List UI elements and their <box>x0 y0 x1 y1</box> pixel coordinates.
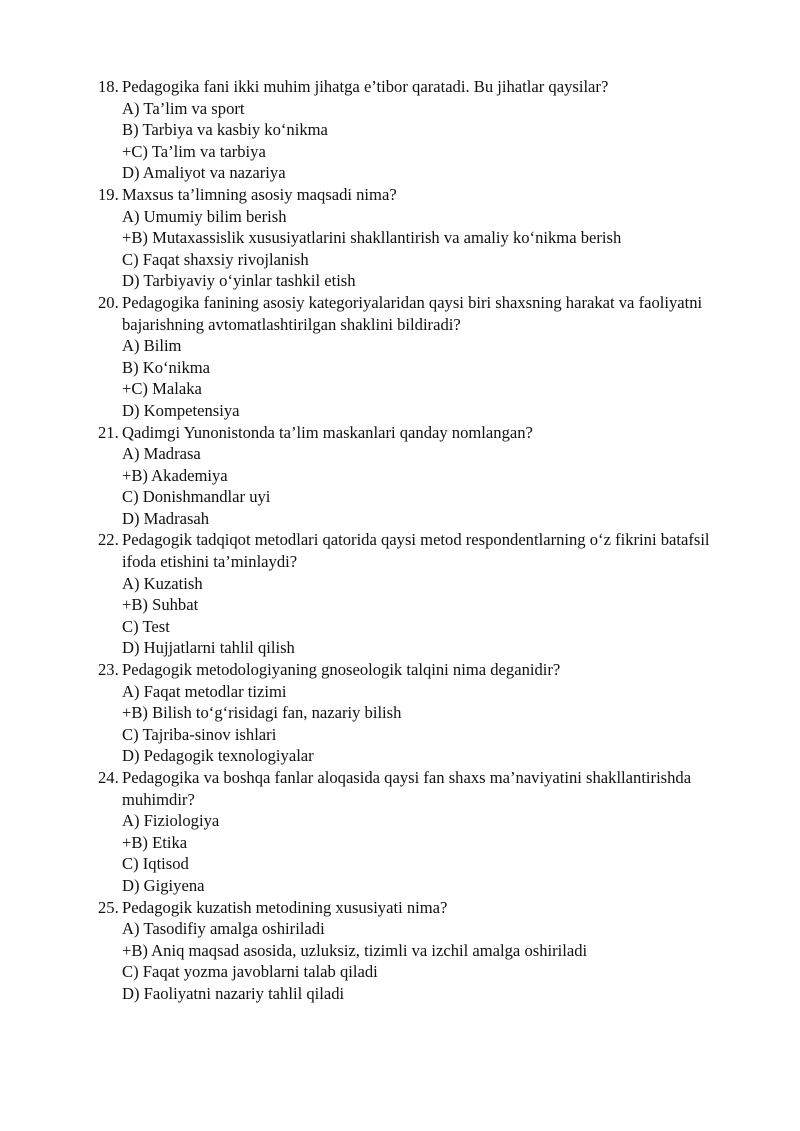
question-number: 19. <box>98 184 119 204</box>
question-25 <box>0 897 800 1005</box>
question-text: Pedagogika fani ikki muhim jihatga e’tibor qaratadi. Bu jihatlar qaysilar? <box>122 77 609 96</box>
answer-option: A) Madrasa <box>122 444 201 464</box>
question-text: Pedagogik metodologiyaning gnoseologik talqini nima deganidir? <box>122 660 561 680</box>
answer-option-correct: +B) Etika <box>122 832 188 852</box>
question-text: Qadimgi Yunonistonda ta’lim maskanlari qanday nomlangan? <box>122 422 533 442</box>
question-stem <box>0 184 800 206</box>
question-22 <box>0 529 800 659</box>
answer-option-correct: +B) Suhbat <box>122 595 199 615</box>
question-stem <box>0 76 800 98</box>
question-19 <box>0 184 800 292</box>
question-stem <box>0 767 800 810</box>
answer-option: A) Tasodifiy amalga oshiriladi <box>122 919 325 939</box>
question-21 <box>0 422 800 530</box>
question-text: Pedagogika fanining asosiy kategoriyalaridan qaysi biri shaxsning harakat va faoliyatni bajarishning avtomatlashtirilgan shaklini bildiradi? <box>122 292 703 334</box>
answer-option: A) Fiziologiya <box>122 811 220 831</box>
answer-option: A) Faqat metodlar tizimi <box>122 681 287 701</box>
answer-option: C) Faqat shaxsiy rivojlanish <box>122 249 309 269</box>
question-stem <box>0 659 800 681</box>
answer-option: D) Madrasah <box>122 508 210 528</box>
question-stem <box>0 897 800 919</box>
answer-option: D) Pedagogik texnologiyalar <box>122 746 314 766</box>
answer-option: C) Tajriba-sinov ishlari <box>122 724 277 744</box>
answer-option: B) Ko‘nikma <box>122 357 211 377</box>
question-number: 21. <box>98 422 119 442</box>
question-number: 25. <box>98 897 119 917</box>
question-20 <box>0 292 800 422</box>
question-23 <box>0 659 800 767</box>
answer-option: A) Ta’lim va sport <box>122 98 245 118</box>
answer-option-correct: +C) Ta’lim va tarbiya <box>122 141 266 161</box>
question-number: 22. <box>98 530 119 550</box>
answer-option: C) Donishmandlar uyi <box>122 487 271 507</box>
question-stem <box>0 422 800 444</box>
question-text: Pedagogik kuzatish metodining xususiyati nima? <box>122 897 448 917</box>
question-number: 23. <box>98 660 119 680</box>
answer-option: A) Umumiy bilim berish <box>122 206 287 226</box>
answer-option: D) Kompetensiya <box>122 400 240 420</box>
question-stem <box>0 292 800 335</box>
answer-option: D) Tarbiyaviy o‘yinlar tashkil etish <box>122 271 356 291</box>
question-18 <box>0 76 800 184</box>
question-number: 20. <box>98 292 119 312</box>
question-number: 24. <box>98 768 119 787</box>
answer-option-correct: +B) Akademiya <box>122 465 228 485</box>
answer-option: D) Faoliyatni nazariy tahlil qiladi <box>122 983 345 1003</box>
answer-option: C) Faqat yozma javoblarni talab qiladi <box>122 962 378 982</box>
answer-option-correct: +B) Bilish to‘g‘risidagi fan, nazariy bilish <box>122 703 402 723</box>
answer-option-correct: +B) Aniq maqsad asosida, uzluksiz, tizimli va izchil amalga oshiriladi <box>122 940 588 960</box>
answer-option-correct: +B) Mutaxassislik xususiyatlarini shakllantirish va amaliy ko‘nikma berish <box>122 228 622 248</box>
question-text: Pedagogika va boshqa fanlar aloqasida qaysi fan shaxs ma’naviyatini shakllantirishda muhimdir? <box>122 768 692 809</box>
answer-option-correct: +C) Malaka <box>122 379 202 399</box>
question-stem <box>0 529 800 572</box>
answer-option: D) Gigiyena <box>122 875 205 895</box>
answer-option: A) Bilim <box>122 336 182 356</box>
answer-option: C) Iqtisod <box>122 854 189 874</box>
question-text: Maxsus ta’limning asosiy maqsadi nima? <box>122 184 397 204</box>
answer-option: C) Test <box>122 616 170 636</box>
question-text: Pedagogik tadqiqot metodlari qatorida qaysi metod respondentlarning o‘z fikrini batafsil ifoda etishini ta’minlaydi? <box>122 530 710 572</box>
document-page <box>0 76 800 1005</box>
answer-option: B) Tarbiya va kasbiy ko‘nikma <box>122 120 328 140</box>
question-number: 18. <box>98 77 119 96</box>
question-24 <box>0 767 800 897</box>
answer-option: A) Kuzatish <box>122 573 203 593</box>
answer-option: D) Amaliyot va nazariya <box>122 163 286 183</box>
answer-option: D) Hujjatlarni tahlil qilish <box>122 638 295 658</box>
